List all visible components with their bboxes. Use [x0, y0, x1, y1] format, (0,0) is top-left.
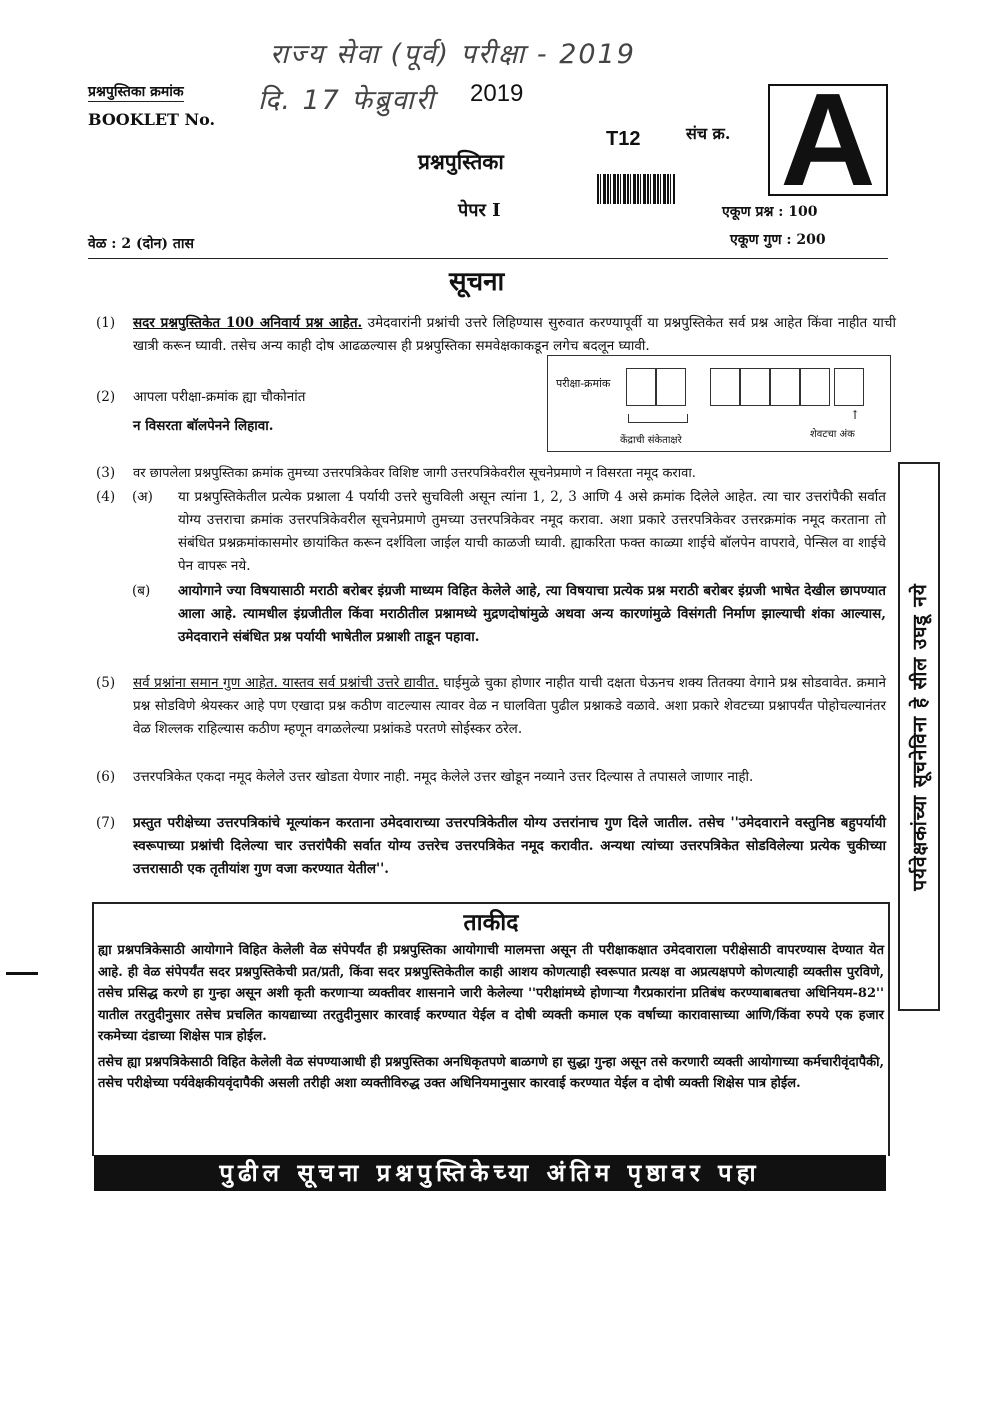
set-letter-box — [768, 66, 888, 213]
booklet-label-mr: प्रश्नपुस्तिका क्रमांक — [88, 84, 184, 100]
instruction-3 — [96, 462, 886, 485]
total-questions: एकूण प्रश्न : 100 — [722, 204, 818, 220]
warning-paragraph-2: तसेच ह्या प्रश्नपत्रिकेसाठी विहित केलेली वेळ संपण्याआधी ही प्रश्नपुस्तिका अनधिकृतपणे बाळगणे हा सुद्धा गुन्हा असून तसे करणारी व्यक्ती आयोगाच्या कर्मचारीवृंदापैकी, तसेच परीक्षेच्या पर्यवेक्षकीयवृंदापैकी असली तरीही अशा व्यक्तीविरुद्ध उक्त अधिनियमानुसार कारवाई करण्यात येईल व दोषी व्यक्ती शिक्षेस पात्र होईल. — [98, 1054, 884, 1091]
instruction-lead: सदर प्रश्नपुस्तिकेत 100 अनिवार्य प्रश्न आहेत. — [133, 315, 363, 331]
instruction-7 — [96, 812, 886, 881]
last-digit-label: शेवटचा अंक — [810, 429, 855, 440]
exam-time: वेळ : 2 (दोन) तास — [88, 236, 194, 252]
instructions-heading: सूचना — [449, 267, 505, 297]
center-bracket — [628, 414, 688, 423]
sub-label-a: (अ) — [132, 489, 153, 505]
instruction-number: (1) — [96, 315, 116, 331]
set-letter: A — [780, 66, 876, 213]
instruction-number: (7) — [96, 815, 116, 831]
warning-box — [92, 902, 890, 1156]
instruction-6 — [96, 766, 886, 789]
instruction-text: आपला परीक्षा-क्रमांक ह्या चौकोनांत — [133, 389, 306, 405]
instruction-text: वर छापलेला प्रश्नपुस्तिका क्रमांक तुमच्या उत्तरपत्रिकेवर विशिष्ट जागी उत्तरपत्रिकेवरील सूचनेप्रमाणे न विसरता नमूद करावा. — [133, 466, 696, 481]
instruction-number: (6) — [96, 769, 116, 785]
instruction-text-bold: न विसरता बॉलपेनने लिहावा. — [133, 418, 274, 434]
margin-mark — [6, 972, 38, 975]
seal-note: पर्यवेक्षकांच्या सूचनेविना हे सील उघडू नये — [909, 582, 931, 891]
instruction-text: उत्तरपत्रिकेत एकदा नमूद केलेले उत्तर खोडता येणार नाही. नमूद केलेले उत्तर खोडून नव्याने उत्तर दिल्यास ते तपासले जाणार नाही. — [133, 769, 754, 785]
instruction-text: घाईमुळे चुका होणार नाहीत याची दक्षता घेऊनच शक्य तितक्या वेगाने प्रश्न सोडवावेत. क्रमाने प्रश्न सोडविणे श्रेयस्कर आहे पण एखादा प्रश्न कठीण वाटल्यास त्यावर वेळ न घालविता पुढील प्रश्नाकडे वळावे. अशा प्रकारे शेवटच्या प्रश्नापर्यंत पोहोचल्यानंतर वेळ शिल्लक राहिल्यास कठीण म्हणून वगळलेल्या प्रश्नांकडे परतणे सोईस्कर ठरेल. — [133, 675, 886, 737]
handwritten-exam-title: राज्य सेवा (पूर्व) परीक्षा - 2019 — [270, 39, 636, 70]
instruction-lead: सर्व प्रश्नांना समान गुण आहेत. यास्तव सर्व प्रश्नांची उत्तरे द्यावीत. — [133, 675, 439, 691]
warning-paragraph-1: ह्या प्रश्नपत्रिकेसाठी आयोगाने विहित केलेली वेळ संपेपर्यंत ही प्रश्नपुस्तिका आयोगाची मालमत्ता असून ती परीक्षाकक्षात उमेदवाराला परीक्षेसाठी वापरण्यास देण्यात येत आहे. ही वेळ संपेपर्यंत सदर प्रश्नपुस्तिकेची प्रत/प्रती, किंवा सदर प्रश्नपुस्तिकेतील काही आशय कोणत्याही स्वरूपात प्रत्यक्ष वा अप्रत्यक्षपणे कोणत्याही व्यक्तीस पुरविणे, तसेच प्रसिद्ध करणे हा गुन्हा असून अशी कृती करणाऱ्या व्यक्तीवर शासनाने जारी केलेल्या ''परीक्षांमध्ये होणाऱ्या गैरप्रकारांना प्रतिबंध करण्याबाबतचा अधिनियम-82'' यातील तरतुदीनुसार तसेच प्रचलित कायद्याच्या तरतुदीनुसार कारवाई करण्यात येईल व दोषी व्यक्ती कमाल एक वर्षाच्या कारावासाच्या आणि/किंवा रुपये एक हजार रकमेच्या दंडाच्या शिक्षेस पात्र होईल. — [98, 943, 884, 1044]
instruction-4a — [96, 486, 886, 578]
instruction-text: उमेदवारांनी प्रश्नांची उत्तरे लिहिण्यास सुरुवात करण्यापूर्वी या प्रश्नपुस्तिकेत सर्व प्रश्न आहेत किंवा नाहीत याची खात्री करून घ्यावी. तसेच अन्य काही दोष आढळल्यास ही प्रश्नपुस्तिका समवेक्षकाकडून लगेच बदलून घ्यावी. — [133, 315, 896, 354]
instruction-number: (4) — [96, 489, 116, 505]
instruction-text: या प्रश्नपुस्तिकेतील प्रत्येक प्रश्नाला 4 पर्यायी उत्तरे सुचविली असून त्यांना 1, 2, 3 आणि 4 असे क्रमांक दिलेले आहेत. त्या चार उत्तरांपैकी सर्वात योग्य उत्तराचा क्रमांक उत्तरपत्रिकेवरील सूचनेप्रमाणे तुमच्या उत्तरपत्रिकेवर नमूद करावा. अशा प्रकारे उत्तरपत्रिकेवर उत्तरक्रमांक नमूद करताना तो संबंधित प्रश्नक्रमांकासमोर छायांकित करून दर्शविला जाईल याची काळजी घ्यावी. ह्याकरिता फक्त काळ्या शाईचे बॉलपेन वापरावे, पेन्सिल वा शाईचे पेन वापरू नये. — [178, 489, 886, 574]
instruction-text: प्रस्तुत परीक्षेच्या उत्तरपत्रिकांचे मूल्यांकन करताना उमेदवाराच्या उत्तरपत्रिकेतील योग्य उत्तरांनाच गुण दिले जातील. तसेच ''उमेदवाराने वस्तुनिष्ठ बहुपर्यायी स्वरूपाच्या प्रश्नांची दिलेल्या चार उत्तरांपैकी सर्वात योग्य उत्तरेच उत्तरपत्रिकेत नमूद करावीत. अन्यथा त्यांच्या उत्तरपत्रिकेत सोडविलेल्या प्रत्येक चुकीच्या उत्तरासाठी एक तृतीयांश गुण वजा करण्यात येतील''. — [133, 815, 886, 877]
instruction-text: आयोगाने ज्या विषयासाठी मराठी बरोबर इंग्रजी माध्यम विहित केलेले आहे, त्या विषयाचा प्रत्येक प्रश्न मराठी बरोबर इंग्रजी भाषेत देखील छापण्यात आला आहे. त्यामधील इंग्रजीतील किंवा मराठीतील प्रश्नामध्ये मुद्रणदोषांमुळे अथवा अन्य कारणांमुळे विसंगती निर्माण झाल्याची शंका आल्यास, उमेदवाराने संबंधित प्रश्न पर्यायी भाषेतील प्रश्नाशी ताडून पहावा. — [178, 583, 886, 645]
sub-label-b: (ब) — [132, 583, 151, 599]
instruction-number: (3) — [96, 465, 116, 481]
instruction-2 — [96, 386, 516, 438]
roll-cell[interactable] — [656, 368, 686, 406]
instruction-number: (2) — [96, 389, 116, 405]
roll-cell[interactable] — [834, 368, 864, 406]
roll-cell[interactable] — [710, 368, 740, 406]
instruction-number: (5) — [96, 675, 116, 691]
set-label: संच क्र. — [686, 124, 731, 143]
roll-cell[interactable] — [740, 368, 770, 406]
paper-title: पेपर I — [458, 200, 501, 221]
handwritten-date: दि. 17 फेब्रुवारी — [258, 85, 436, 116]
total-marks: एकूण गुण : 200 — [730, 232, 826, 248]
arrow-up-icon: ↑ — [850, 408, 861, 422]
instruction-5 — [96, 672, 886, 741]
header-divider — [88, 258, 888, 259]
instruction-4b — [96, 580, 886, 649]
roll-number-label: परीक्षा-क्रमांक — [556, 377, 611, 390]
seal-note-box — [898, 462, 940, 1011]
roll-cell[interactable] — [800, 368, 830, 406]
instruction-1 — [96, 312, 896, 358]
booklet-label-en: BOOKLET No. — [88, 110, 216, 129]
footer-note-banner: पुढील सूचना प्रश्नपुस्तिकेच्या अंतिम पृष्ठावर पहा — [94, 1155, 886, 1191]
exam-year: 2019 — [470, 80, 524, 107]
roll-cell[interactable] — [770, 368, 800, 406]
booklet-code: T12 — [606, 128, 641, 150]
barcode — [597, 174, 675, 204]
warning-heading: ताकीद — [463, 909, 519, 936]
booklet-title: प्रश्नपुस्तिका — [418, 149, 504, 174]
center-code-label: केंद्राची संकेताक्षरे — [620, 435, 682, 446]
roll-cell[interactable] — [626, 368, 656, 406]
